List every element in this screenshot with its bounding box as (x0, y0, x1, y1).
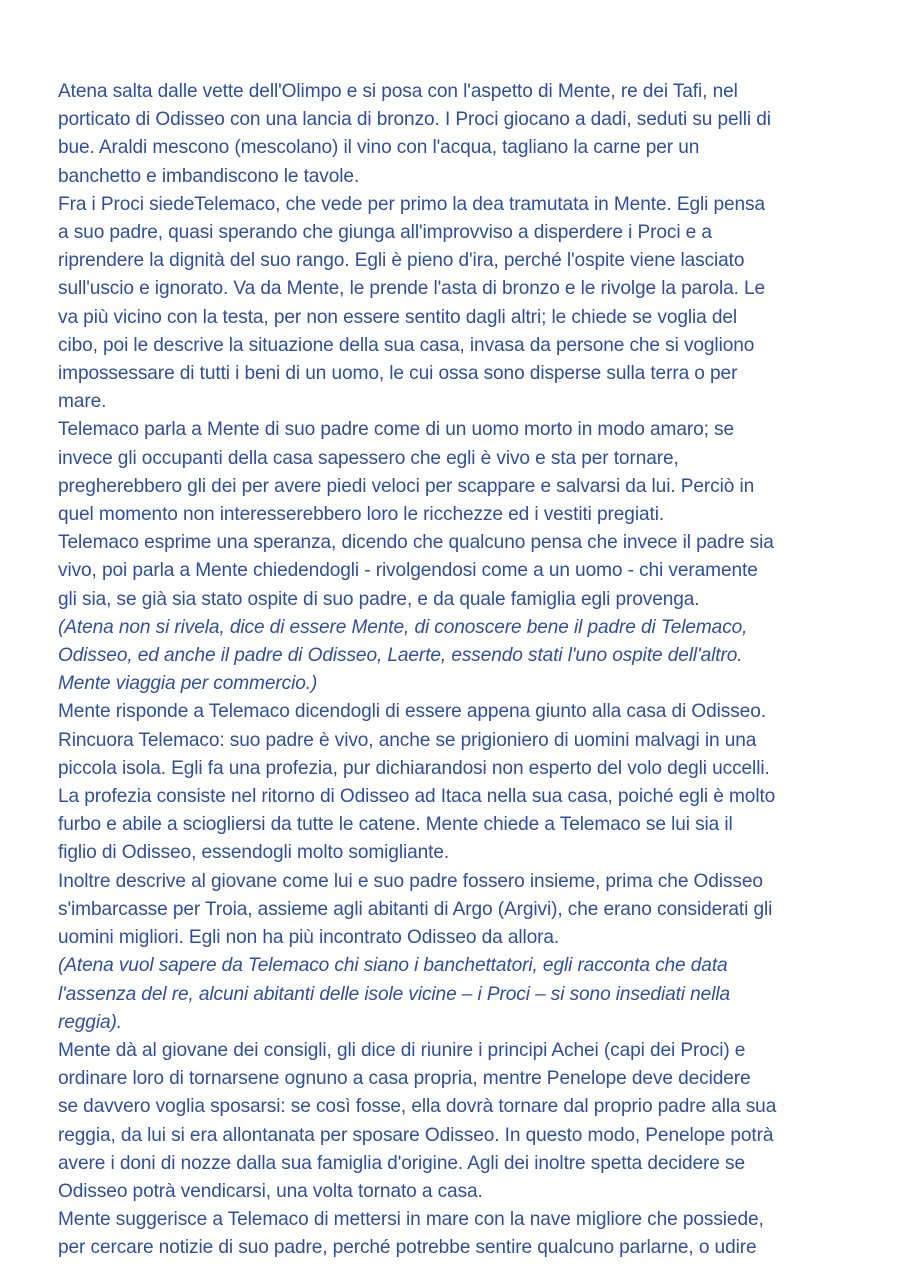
paragraph-athena-note-2: (Atena vuol sapere da Telemaco chi siano i banchettatori, egli racconta che data l'assenza del re, alcuni abitanti delle isole vicine – i Proci – si sono insediati nella reggia). (58, 955, 730, 1033)
document-body (58, 78, 858, 1263)
paragraph-athena-note-1: (Atena non si rivela, dice di essere Mente, di conoscere bene il padre di Telemaco, Odisseo, ed anche il padre di Odisseo, Laerte, essendo stati l'uno ospite dell'altro. Mente viaggia per commercio.) (58, 616, 748, 695)
paragraph-mentes-prophecy: Mente risponde a Telemaco dicendogli di essere appena giunto alla casa di Odisseo. Rincuora Telemaco: suo padre è vivo, anche se prigioniero di uomini malvagi in una piccola isola. Egli fa una profezia, pur dichiarandosi non esperto del volo degli uccelli. La profezia consiste nel ritorno di Odisseo ad Itaca nella sua casa, poiché egli è molto furbo e abile a sciogliersi da tutte le catene. Mente chiede a Telemaco se lui sia il figlio di Odisseo, essendogli molto somigliante. (58, 701, 776, 864)
paragraph-telemachus-asks-identity: Telemaco esprime una speranza, dicendo che qualcuno pensa che invece il padre sia vivo, poi parla a Mente chiedendogli - rivolgendosi come a un uomo - chi veramente gli sia, se già sia stato ospite di suo padre, e da quale famiglia egli provenga. (58, 532, 774, 610)
paragraph-mentes-suggestion: Mente suggerisce a Telemaco di mettersi in mare con la nave migliore che possiede, per cercare notizie di suo padre, perché potrebbe sentire qualcuno parlarne, o udire (58, 1209, 764, 1259)
paragraph-mentes-memories: Inoltre descrive al giovane come lui e suo padre fossero insieme, prima che Odisseo s'imbarcasse per Troia, assieme agli abitanti di Argo (Argivi), che erano considerati gli uomini migliori. Egli non ha più incontrato Odisseo da allora. (58, 870, 773, 949)
paragraph-telemachus-speaks-of-father: Telemaco parla a Mente di suo padre come di un uomo morto in modo amaro; se invece gli occupanti della casa sapessero che egli è vivo e sta per tornare, pregherebbero gli dei per avere piedi veloci per scappare e salvarsi da lui. Perciò in quel momento non interesserebbero loro le ricchezze ed i vestiti pregiati. (58, 419, 755, 526)
paragraph-telemachus-welcomes: Fra i Proci siedeTelemaco, che vede per primo la dea tramutata in Mente. Egli pensa a suo padre, quasi sperando che giunga all'improvviso a disperdere i Proci e a riprendere la dignità del suo rango. Egli è pieno d'ira, perché l'ospite viene lasciato sull'uscio e ignorato. Va da Mente, le prende l'asta di bronzo e le rivolge la parola. Le va più vicino con la testa, per non essere sentito dagli altri; le chiede se voglia del cibo, poi le descrive la situazione della sua casa, invasa da persone che si vogliono impossessare di tutti i beni di un uomo, le cui ossa sono disperse sulla terra o per mare. (58, 193, 766, 413)
paragraph-arrival-of-athena: Atena salta dalle vette dell'Olimpo e si posa con l'aspetto di Mente, re dei Tafi, nel porticato di Odisseo con una lancia di bronzo. I Proci giocano a dadi, seduti su pelli di bue. Araldi mescono (mescolano) il vino con l'acqua, tagliano la carne per un banchetto e imbandiscono le tavole. (58, 81, 771, 187)
paragraph-mentes-advice: Mente dà al giovane dei consigli, gli dice di riunire i principi Achei (capi dei Proci) e ordinare loro di tornarsene ognuno a casa propria, mentre Penelope deve decidere se davvero voglia sposarsi: se così fosse, ella dovrà tornare dal proprio padre alla sua reggia, da lui si era allontanata per sposare Odisseo. In questo modo, Penelope potrà avere i doni di nozze dalla sua famiglia d'origine. Agli dei inoltre spetta decidere se Odisseo potrà vendicarsi, una volta tornato a casa. (58, 1039, 777, 1202)
